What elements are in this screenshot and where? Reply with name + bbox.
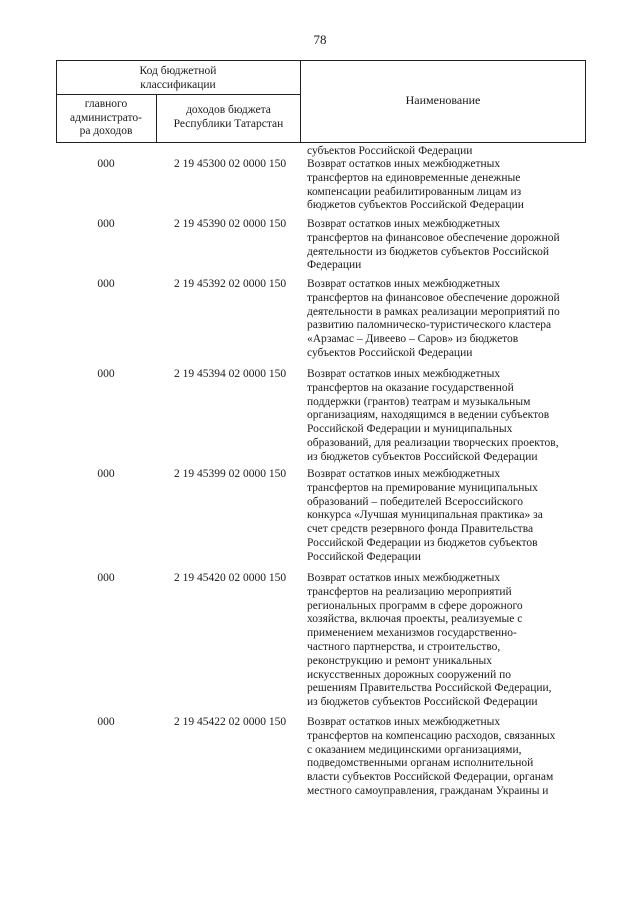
admin-code: 000 [97,278,115,290]
item-name-line: из бюджетов субъектов Российской Федерации [307,696,538,709]
item-name-line: Возврат остатков иных межбюджетных [307,572,501,584]
item-name-line: из бюджетов субъектов Российской Федерации [307,450,538,463]
name-column-header: Наименование [405,93,481,107]
header-mid-border [56,94,300,95]
item-name-line: образований – победителей Всероссийского [307,495,523,508]
item-name-line: трансфертов на финансовое обеспечение дорожной [307,231,560,244]
item-name [307,278,586,361]
item-name-line: искусственных дорожных сооружений по [307,668,512,681]
item-name [307,368,586,465]
admin-column-header: главного администрато- ра доходов [70,98,142,137]
item-name-line: Возврат остатков иных межбюджетных [307,468,501,480]
page-number: 78 [313,32,327,47]
item-name-line: Российской Федерации [307,550,421,563]
item-name-line: местного самоуправления, гражданам Украины и [307,784,549,797]
budget-code: 2 19 45392 02 0000 150 [173,278,287,290]
admin-code: 000 [97,218,115,230]
item-name-line: конкурса «Лучшая муниципальная практика» за [307,509,543,522]
item-name [307,716,586,799]
continuation-text: субъектов Российской Федерации [307,145,473,157]
budget-code: 2 19 45394 02 0000 150 [173,368,287,380]
item-name [307,468,586,565]
item-name-line: реконструкцию и ремонт уникальных [307,654,492,667]
item-name-line: трансфертов на единовременные денежные [307,171,521,184]
table-header [56,60,586,143]
budget-code: 2 19 45422 02 0000 150 [173,716,287,728]
item-name-line: хозяйства, включая проекты, реализуемые с [307,613,523,626]
item-name-line: бюджетов субъектов Российской Федерации [307,199,524,212]
admin-code: 000 [97,716,115,728]
item-name-line: Возврат остатков иных межбюджетных [307,158,501,170]
item-name-line: Федерации [307,259,362,272]
item-name-line: трансфертов на премирование муниципальных [307,481,538,494]
item-name-line: власти субъектов Российской Федерации, органам [307,771,554,784]
item-name-line: «Арзамас – Дивеево – Саров» из бюджетов [307,333,519,346]
item-name-line: счет средств резервного фонда Правительства [307,523,534,536]
item-name-line: деятельности в рамках реализации мероприятий по [307,305,560,318]
item-name-line: Возврат остатков иных межбюджетных [307,716,501,728]
item-name-line: региональных программ в сфере дорожного [307,599,523,612]
item-name [307,158,586,213]
item-name-line: Российской Федерации из бюджетов субъектов [307,536,538,549]
item-name-line: трансфертов на реализацию мероприятий [307,585,512,598]
item-name-line: деятельности из бюджетов субъектов Российской [307,245,550,258]
item-name-line: субъектов Российской Федерации [307,346,473,359]
header-top-border [56,60,586,61]
budget-code: 2 19 45420 02 0000 150 [173,572,287,584]
item-name-line: Российской Федерации и муниципальных [307,423,513,436]
item-name [307,572,586,710]
item-name-line: с оказанием медицинскими организациями, [307,743,522,756]
item-name-line: трансфертов на оказание государственной [307,381,514,394]
item-name-line: применением механизмов государственно- [307,627,517,640]
item-name-line: Возврат остатков иных межбюджетных [307,368,501,380]
admin-code: 000 [97,368,115,380]
budget-code: 2 19 45399 02 0000 150 [173,468,287,480]
item-name-line: трансфертов на финансовое обеспечение дорожной [307,291,560,304]
item-name-line: решениям Правительства Российской Федерации, [307,682,552,695]
item-name-line: компенсации реабилитированным лицам из [307,185,522,198]
admin-code: 000 [97,572,115,584]
admin-code: 000 [97,468,115,480]
item-name-line: развитию паломническо-туристического кластера [307,319,552,332]
item-name-line: Возврат остатков иных межбюджетных [307,218,501,230]
header-right-border [585,60,586,143]
item-name-line: подведомственными органам исполнительной [307,757,534,770]
budget-code: 2 19 45390 02 0000 150 [173,218,287,230]
budget-code: 2 19 45300 02 0000 150 [173,158,287,170]
item-name-line: образований, для реализации творческих проектов, [307,436,559,449]
item-name [307,218,586,273]
item-name-line: Возврат остатков иных межбюджетных [307,278,501,290]
item-name-line: частного партнерства, и строительство, [307,640,501,653]
item-name-line: организациям, находящимся в ведении субъектов [307,409,550,422]
item-name-line: трансфертов на компенсацию расходов, связанных [307,729,556,742]
income-column-header: доходов бюджета Республики Татарстан [173,104,284,130]
budget-classification-header: Код бюджетной классификации [139,65,217,91]
item-name-line: поддержки (грантов) театрам и музыкальным [307,395,531,408]
admin-code: 000 [97,158,115,170]
header-bottom-border [56,142,586,143]
